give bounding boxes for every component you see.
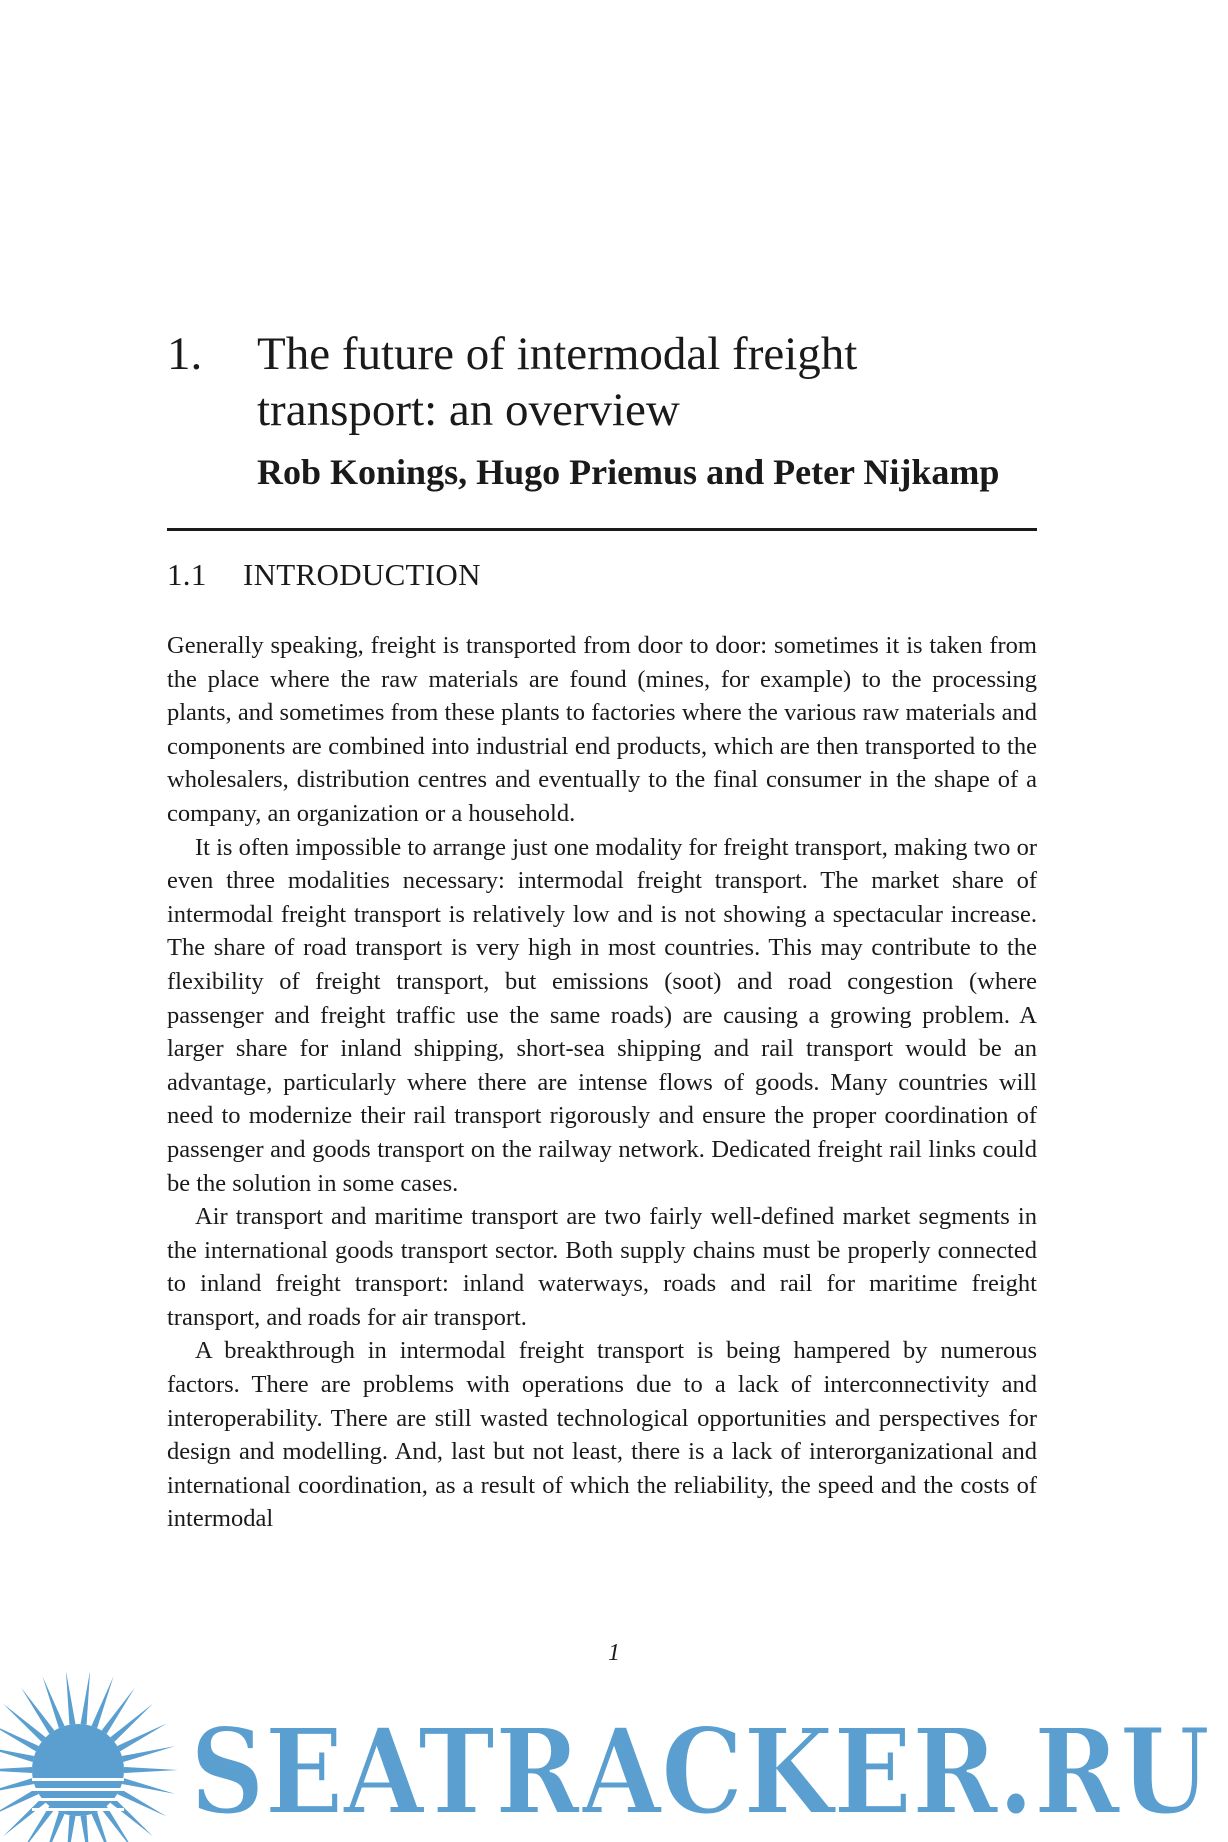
sun-ray <box>110 1704 153 1742</box>
body-text <box>167 629 1037 1536</box>
sun-ray <box>80 1815 90 1842</box>
sun-ray <box>21 1806 54 1842</box>
paragraph: A breakthrough in intermodal freight transport is being hampered by numerous factors. There are problems with operations due to a lack of interconnectivity and interoperability. There are still wasted technological opportunities and perspectives for design and modelling. And, last but not least, there is a lack of interorganizational and international coordination, as a result of which the reliability, the speed and the costs of intermodal <box>167 1337 1037 1533</box>
sun-ray <box>110 1798 153 1836</box>
paragraph: Air transport and maritime transport are two fairly well-defined market segments in the international goods transport sector. Both supply chains must be properly connected to inland freight transport: inland waterways, roads and rail for maritime freight transport, and roads for air transport. <box>167 1203 1037 1331</box>
sun-ray <box>66 1815 76 1842</box>
paragraph: It is often impossible to arrange just one modality for freight transport, making two or even three modalities necessary: intermodal freight transport. The market share of intermodal freight transport is relatively low and is not showing a spectacular increase. The share of road transport is very high in most countries. This may contribute to the flexibility of freight transport, but emissions (soot) and road congestion (where passenger and freight traffic use the same roads) are causing a growing problem. A larger share for inland shipping, short-sea shipping and rail transport would be an advantage, particularly where there are intense flows of goods. Many countries will need to modernize their rail transport rigorously and ensure the proper coordination of passenger and goods transport on the railway network. Dedicated freight rail links could be the solution in some cases. <box>167 833 1037 1197</box>
section-title: INTRODUCTION <box>243 557 481 592</box>
sun-ray <box>0 1767 32 1773</box>
section-number: 1.1 <box>167 557 207 592</box>
section-heading <box>167 555 481 595</box>
sun-stripe <box>32 1808 124 1811</box>
sun-ray <box>3 1798 46 1836</box>
chapter-authors: Rob Konings, Hugo Priemus and Peter Nijkamp <box>257 452 1000 492</box>
sun-ray <box>122 1778 175 1794</box>
chapter-rule <box>167 528 1037 531</box>
sun-stripe <box>32 1788 124 1791</box>
sun-ray <box>102 1806 135 1842</box>
paragraph: Generally speaking, freight is transported from door to door: sometimes it is taken from the place where the raw materials are found (mines, for example) to the processing plants, and sometimes from these plants to factories where the various raw materials and components are combined into industrial end products, which are then transported to the wholesalers, distribution centres and eventually to the final consumer in the shape of a company, an organization or a household. <box>167 632 1037 827</box>
sun-ray <box>66 1671 76 1725</box>
sun-ray <box>124 1767 178 1773</box>
watermark-text: SEATRACKER.RU <box>190 1702 1210 1841</box>
page-number: 1 <box>608 1640 620 1666</box>
chapter-title: The future of intermodal freight transport: an overview <box>257 328 858 436</box>
sun-icon <box>0 1671 178 1842</box>
chapter-heading <box>167 326 1037 494</box>
sun-disc <box>32 1724 124 1816</box>
sun-ray <box>0 1746 34 1762</box>
chapter-number: 1. <box>167 328 203 380</box>
sun-ray <box>80 1671 90 1725</box>
watermark-graphic <box>0 1655 1228 1842</box>
chapter-title-row <box>167 326 1037 438</box>
sun-stripe <box>32 1798 124 1801</box>
sun-stripe <box>32 1778 124 1781</box>
sun-ray <box>0 1778 34 1794</box>
sun-ray <box>3 1704 46 1742</box>
sun-ray <box>122 1746 175 1762</box>
watermark <box>0 1655 1228 1842</box>
